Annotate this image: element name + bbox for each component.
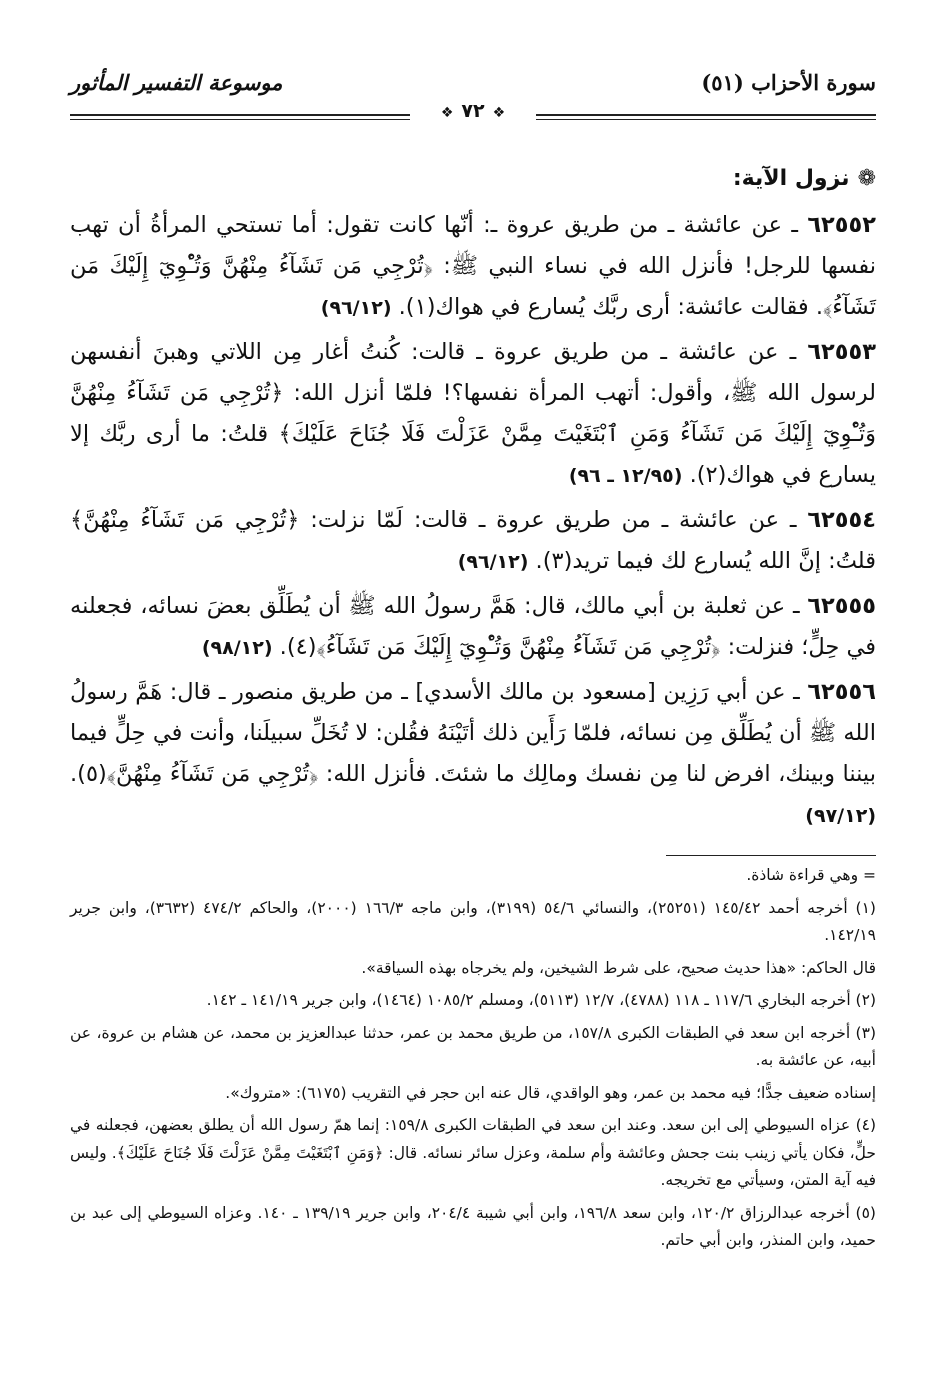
entry-number: ٦٢٥٥٣: [807, 339, 876, 365]
entry-text: ـ عن عائشة ـ من طريق عروة ـ قالت: لَمّا نزلت: ﴿تُرْجِي مَن تَشَآءُ مِنْهُنَّ﴾ قلتُ: إنَّ الله يُسارع لك فيما تريد(٣).: [70, 507, 876, 574]
book-page: [70, 60, 876, 1360]
footnote: (٣) أخرجه ابن سعد في الطبقات الكبرى ١٥٧/٨، من طريق محمد بن عمر، حدثنا عبدالعزيز بن محمد، عن هشام بن عروة، عن أبيه، عن عائشة به.: [70, 1023, 876, 1069]
entry-text: ـ عن عائشة ـ من طريق عروة ـ: أنّها كانت تقول: أما تستحي المرأةُ أن تهب نفسها للرجل! فأنزل الله في نساء النبي ﷺ: ﴿تُرْجِي مَن تَشَآءُ مِنْهُنَّ وَتُـْٔوِيٓ إِلَيْكَ مَن تَشَآءُ﴾. فقالت عائشة: أرى ربَّك يُسارع في هواك(١).: [70, 212, 876, 320]
footnote: (٢) أخرجه البخاري ١١٧/٦ ـ ١١٨ (٤٧٨٨)، ١٢/٧ (٥١١٣)، ومسلم ١٠٨٥/٢ (١٤٦٤)، وابن جرير ١٤١/١٩ ـ ١٤٢.: [206, 991, 876, 1009]
footnote: إسناده ضعيف جدًّا؛ فيه محمد بن عمر، وهو الواقدي، قال عنه ابن حجر في التقريب (٦١٧٥): «متروك».: [225, 1083, 876, 1102]
entry-number: ٦٢٥٥٤: [807, 507, 876, 533]
book-title: موسوعة التفسير المأثور: [70, 70, 283, 95]
entry: [70, 205, 876, 329]
entry-text: ـ عن ثعلبة بن أبي مالك، قال: هَمَّ رسولُ الله ﷺ أن يُطَلِّق بعضَ نسائه، فجعلنه في حِلٍّ؛ فنزلت: ﴿تُرْجِي مَن تَشَآءُ مِنْهُنَّ وَتُـْٔوِيٓ إِلَيْكَ مَن تَشَآءُ﴾(٤).: [70, 593, 876, 660]
footnote: (٥) أخرجه عبدالرزاق ١٢٠/٢، وابن سعد ١٩٦/٨، وابن أبي شيبة ٢٠٤/٤، وابن جرير ١٣٩/١٩ ـ ١٤٠. وعزاه السيوطي إلى عبد بن حميد، وابن المنذر، وابن أبي حاتم.: [70, 1203, 876, 1249]
entry: [70, 332, 876, 497]
entry-text: ـ عن أبي رَزِين [مسعود بن مالك الأسدي] ـ من طريق منصور ـ قال: هَمَّ رسولُ الله ﷺ أن يُطَلِّق مِن نسائه، فلمّا رَأَين ذلك أتَيْنَهُ فقُلن: لا تُخَلِّ سبيلَنا، وأنت في حِلٍّ فيما بيننا وبينك، افرض لنا مِن نفسك ومالِك ما شئتَ. فأنزل الله: ﴿تُرْجِي مَن تَشَآءُ مِنْهُنَّ﴾(٥).: [70, 679, 876, 787]
section-title: نزول الآية:: [732, 166, 850, 191]
footnote: = وهي قراءة شاذة.: [746, 866, 876, 884]
footnotes: [70, 862, 876, 1255]
flower-icon: ❁: [857, 166, 876, 191]
footnote: (٤) عزاه السيوطي إلى ابن سعد. وعند ابن سعد في الطبقات الكبرى ١٥٩/٨: إنما همّ رسول الله أن يطلق بعضهن، فجعلنه في حلٍّ، فكان يأتي زينب بنت جحش وعائشة وأم سلمة، وعزل سائر نسائه. قال: ﴿وَمَنِ ٱبْتَغَيْتَ مِمَّنْ عَزَلْتَ فَلَا جُنَاحَ عَلَيْكَ﴾. وليس فيه آية المتن، وسيأتي مع تخريجه.: [70, 1116, 877, 1189]
entry-text: ـ عن عائشة ـ من طريق عروة ـ قالت: كُنتُ أغار مِن اللاتي وهبنَ أنفسهن لرسول الله ﷺ، وأقول: أتهب المرأة نفسها؟! فلمّا أنزل الله: ﴿تُرْجِي مَن تَشَآءُ مِنْهُنَّ وَتُـْٔوِيٓ إِلَيْكَ مَن تَشَآءُ وَمَنِ ٱبْتَغَيْتَ مِمَّنْ عَزَلْتَ فَلَا جُنَاحَ عَلَيْكَ﴾ قلتُ: ما أرى ربَّك إلا يسارع في هواك(٢).: [70, 339, 876, 488]
ornament-icon: ❖: [440, 105, 454, 121]
ornament-icon: ❖: [492, 105, 506, 121]
surah-title: سورة الأحزاب (٥١): [701, 70, 876, 95]
entry-reference: (٩٦/١٢): [320, 297, 392, 319]
entry-number: ٦٢٥٥٥: [807, 593, 876, 619]
page-number: ٧٢: [461, 100, 485, 122]
entry-reference: (٩٦/١٢): [457, 551, 529, 573]
entry: [70, 586, 876, 669]
page-number-wrap: [70, 100, 876, 122]
entry-reference: (١٢/٩٥ ـ ٩٦): [568, 465, 683, 487]
page-header: [70, 60, 876, 130]
entry: [70, 672, 876, 837]
footnote: (١) أخرجه أحمد ١٤٥/٤٢ (٢٥٢٥١)، والنسائي ٥٤/٦ (٣١٩٩)، وابن ماجه ١٦٦/٣ (٢٠٠٠)، والحاكم ٤٧٤/٢ (٣٦٣٢)، وابن جرير ١٤٢/١٩.: [70, 898, 876, 944]
entry: [70, 500, 876, 583]
entry-number: ٦٢٥٥٢: [807, 212, 876, 238]
entry-reference: (٩٧/١٢): [805, 805, 876, 827]
section-heading: [70, 158, 876, 199]
main-text: [70, 158, 876, 837]
entry-reference: (٩٨/١٢): [201, 637, 273, 659]
entry-number: ٦٢٥٥٦: [807, 679, 876, 705]
footnote: قال الحاكم: «هذا حديث صحيح، على شرط الشيخين، ولم يخرجاه بهذه السياقة».: [361, 958, 876, 977]
footnote-separator: [666, 855, 876, 856]
